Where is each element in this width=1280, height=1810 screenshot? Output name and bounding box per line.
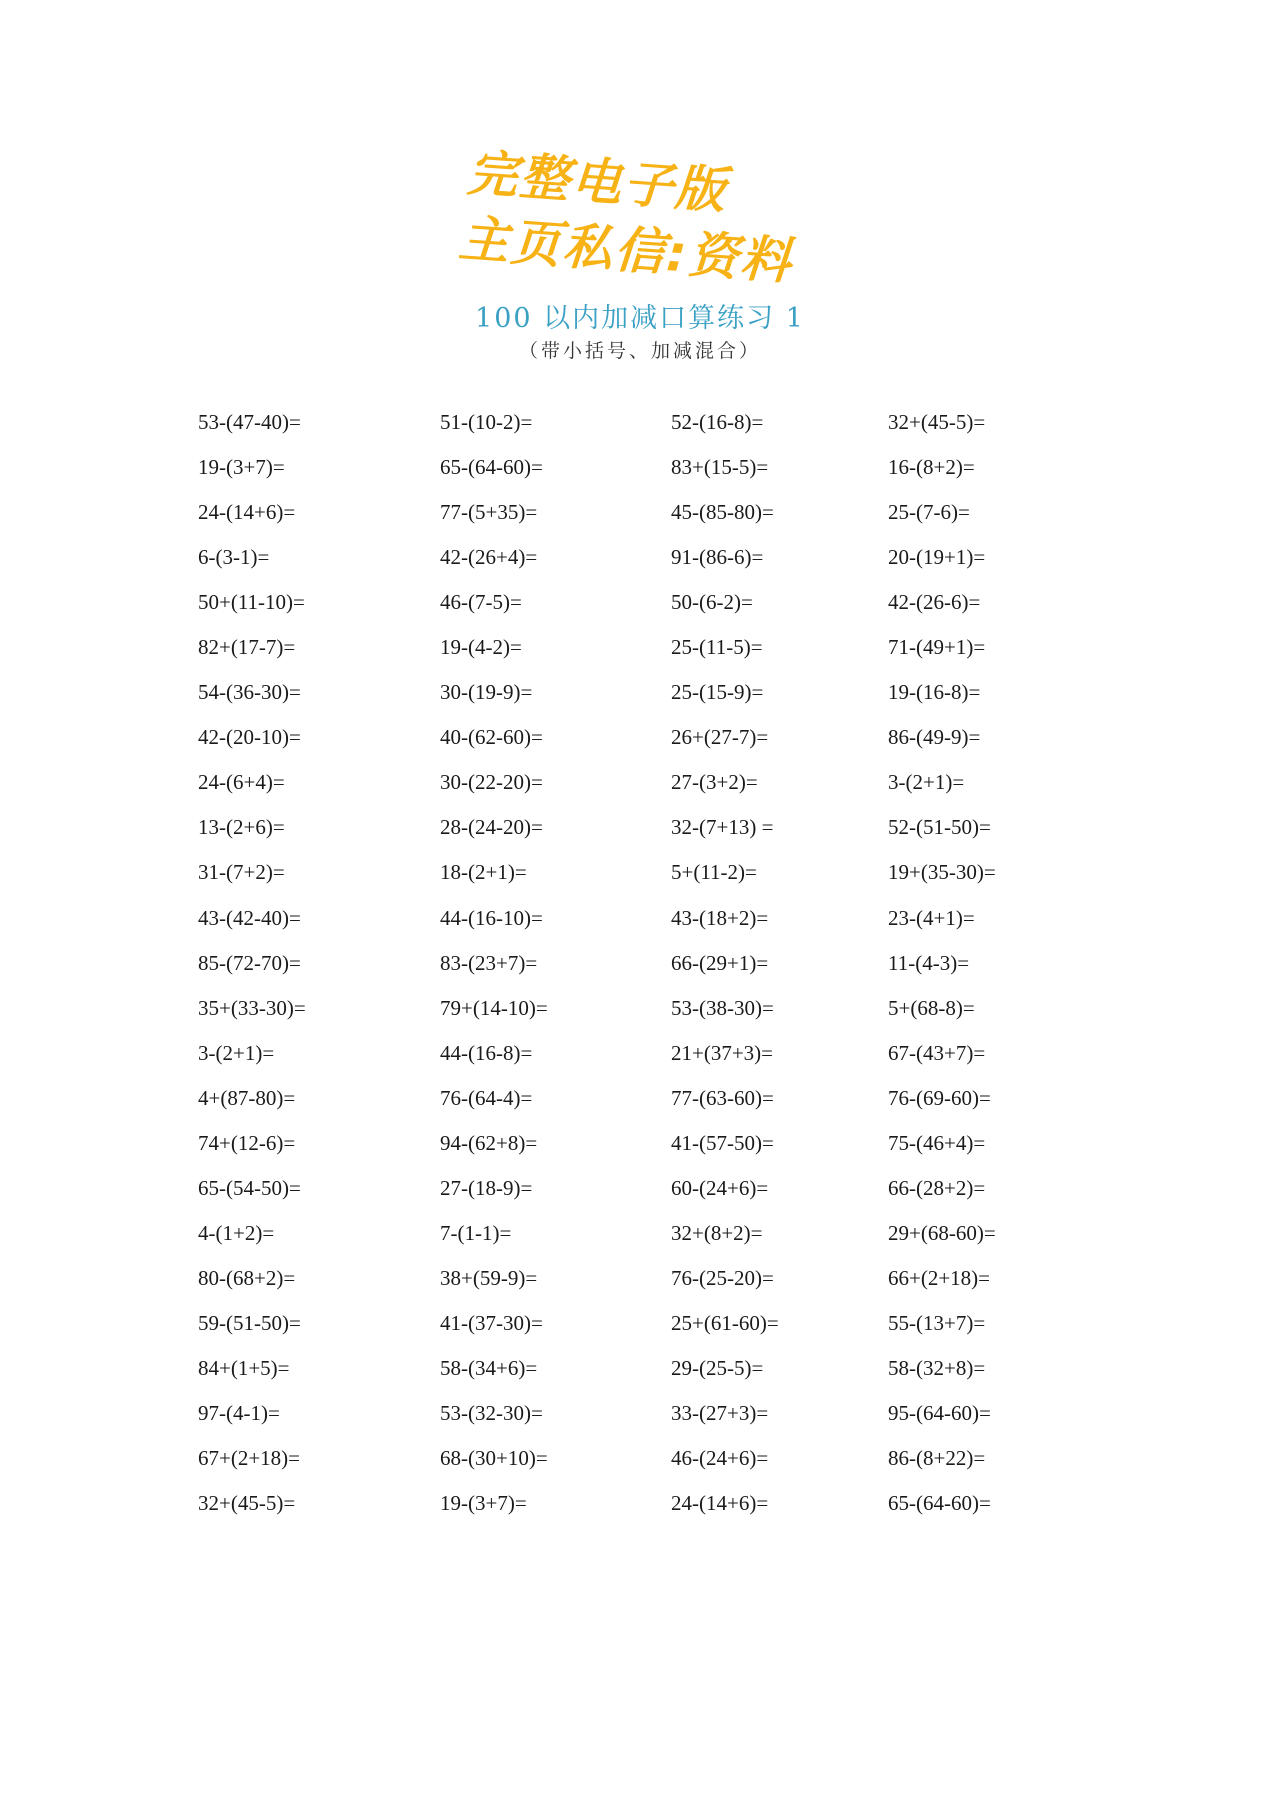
- problem-item: 24-(14+6)=: [671, 1491, 769, 1516]
- problem-item: 35+(33-30)=: [198, 995, 306, 1020]
- problem-item: 20-(19+1)=: [888, 545, 986, 570]
- problem-item: 84+(1+5)=: [198, 1355, 290, 1380]
- problem-row: [0, 625, 1280, 670]
- problem-item: 41-(37-30)=: [440, 1310, 543, 1335]
- problem-item: 19-(4-2)=: [440, 635, 522, 660]
- problem-item: 67-(43+7)=: [888, 1040, 986, 1065]
- problem-row: [0, 1211, 1280, 1256]
- problem-row: [0, 760, 1280, 805]
- problem-row: [0, 490, 1280, 535]
- problem-item: 58-(34+6)=: [440, 1355, 538, 1380]
- problem-item: 18-(2+1)=: [440, 860, 527, 885]
- problem-item: 42-(20-10)=: [198, 725, 301, 750]
- problem-item: 65-(54-50)=: [198, 1175, 301, 1200]
- problem-item: 44-(16-8)=: [440, 1040, 533, 1065]
- problem-item: 44-(16-10)=: [440, 905, 543, 930]
- problem-item: 52-(51-50)=: [888, 815, 991, 840]
- problem-item: 27-(18-9)=: [440, 1175, 533, 1200]
- problem-item: 29+(68-60)=: [888, 1220, 996, 1245]
- problem-row: [0, 1481, 1280, 1526]
- problem-item: 45-(85-80)=: [671, 500, 774, 525]
- problem-grid: [0, 400, 1280, 1526]
- problem-row: [0, 580, 1280, 625]
- problem-item: 68-(30+10)=: [440, 1446, 548, 1471]
- promo-line-2: 主页私信:资料: [457, 209, 795, 291]
- promo-banner: [457, 140, 849, 298]
- problem-row: [0, 1121, 1280, 1166]
- problem-item: 86-(49-9)=: [888, 725, 981, 750]
- problem-row: [0, 445, 1280, 490]
- problem-item: 32+(45-5)=: [198, 1491, 296, 1516]
- problem-item: 11-(4-3)=: [888, 950, 970, 975]
- problem-item: 43-(18+2)=: [671, 905, 769, 930]
- problem-item: 19-(3+7)=: [440, 1491, 527, 1516]
- problem-item: 77-(5+35)=: [440, 500, 538, 525]
- problem-row: [0, 805, 1280, 850]
- problem-item: 5+(11-2)=: [671, 860, 757, 885]
- problem-item: 76-(25-20)=: [671, 1265, 774, 1290]
- problem-item: 42-(26+4)=: [440, 545, 538, 570]
- problem-item: 86-(8+22)=: [888, 1446, 986, 1471]
- problem-item: 30-(22-20)=: [440, 770, 543, 795]
- problem-item: 79+(14-10)=: [440, 995, 548, 1020]
- problem-item: 50-(6-2)=: [671, 590, 753, 615]
- problem-row: [0, 1256, 1280, 1301]
- problem-row: [0, 535, 1280, 580]
- problem-item: 53-(38-30)=: [671, 995, 774, 1020]
- problem-item: 85-(72-70)=: [198, 950, 301, 975]
- problem-item: 59-(51-50)=: [198, 1310, 301, 1335]
- problem-row: [0, 941, 1280, 986]
- problem-item: 65-(64-60)=: [888, 1491, 991, 1516]
- problem-row: [0, 986, 1280, 1031]
- problem-item: 46-(24+6)=: [671, 1446, 769, 1471]
- problem-row: [0, 1436, 1280, 1481]
- problem-item: 33-(27+3)=: [671, 1401, 769, 1426]
- problem-item: 80-(68+2)=: [198, 1265, 296, 1290]
- problem-item: 51-(10-2)=: [440, 410, 533, 434]
- problem-item: 19-(16-8)=: [888, 680, 981, 705]
- problem-item: 43-(42-40)=: [198, 905, 301, 930]
- problem-item: 67+(2+18)=: [198, 1446, 301, 1471]
- problem-item: 25+(61-60)=: [671, 1310, 779, 1335]
- problem-item: 19+(35-30)=: [888, 860, 996, 885]
- problem-item: 30-(19-9)=: [440, 680, 533, 705]
- problem-item: 38+(59-9)=: [440, 1265, 538, 1290]
- problem-item: 25-(15-9)=: [671, 680, 764, 705]
- problem-item: 66+(2+18)=: [888, 1265, 991, 1290]
- problem-item: 24-(14+6)=: [198, 500, 296, 525]
- problem-item: 55-(13+7)=: [888, 1310, 986, 1335]
- problem-item: 7-(1-1)=: [440, 1220, 512, 1245]
- problem-item: 60-(24+6)=: [671, 1175, 769, 1200]
- problem-item: 31-(7+2)=: [198, 860, 285, 885]
- problem-item: 6-(3-1)=: [198, 545, 270, 570]
- problem-item: 66-(28+2)=: [888, 1175, 986, 1200]
- problem-item: 24-(6+4)=: [198, 770, 285, 795]
- problem-item: 77-(63-60)=: [671, 1085, 774, 1110]
- problem-item: 19-(3+7)=: [198, 455, 285, 480]
- problem-row: [0, 400, 1280, 445]
- problem-row: [0, 1166, 1280, 1211]
- problem-item: 26+(27-7)=: [671, 725, 769, 750]
- problem-item: 32+(45-5)=: [888, 410, 986, 434]
- problem-item: 97-(4-1)=: [198, 1401, 280, 1426]
- problem-item: 91-(86-6)=: [671, 545, 764, 570]
- problem-item: 83+(15-5)=: [671, 455, 769, 480]
- problem-item: 95-(64-60)=: [888, 1401, 991, 1426]
- problem-item: 16-(8+2)=: [888, 455, 975, 480]
- problem-item: 25-(11-5)=: [671, 635, 763, 660]
- problem-item: 66-(29+1)=: [671, 950, 769, 975]
- problem-item: 25-(7-6)=: [888, 500, 970, 525]
- page-subtitle: （带小括号、加减混合）: [518, 340, 761, 362]
- problem-item: 52-(16-8)=: [671, 410, 764, 434]
- problem-item: 27-(3+2)=: [671, 770, 758, 795]
- problem-item: 21+(37+3)=: [671, 1040, 774, 1065]
- problem-item: 74+(12-6)=: [198, 1130, 296, 1155]
- problem-row: [0, 1301, 1280, 1346]
- problem-item: 50+(11-10)=: [198, 590, 305, 615]
- problem-row: [0, 896, 1280, 941]
- problem-row: [0, 1346, 1280, 1391]
- problem-item: 4-(1+2)=: [198, 1220, 275, 1245]
- problem-item: 4+(87-80)=: [198, 1085, 296, 1110]
- problem-item: 42-(26-6)=: [888, 590, 981, 615]
- problem-row: [0, 1076, 1280, 1121]
- problem-item: 32+(8+2)=: [671, 1220, 763, 1245]
- problem-item: 53-(47-40)=: [198, 410, 301, 434]
- problem-item: 65-(64-60)=: [440, 455, 543, 480]
- page-title: 100 以内加减口算练习 1: [475, 303, 805, 334]
- problem-item: 13-(2+6)=: [198, 815, 285, 840]
- problem-item: 83-(23+7)=: [440, 950, 538, 975]
- problem-item: 76-(64-4)=: [440, 1085, 533, 1110]
- problem-row: [0, 715, 1280, 760]
- problem-item: 82+(17-7)=: [198, 635, 296, 660]
- problem-item: 28-(24-20)=: [440, 815, 543, 840]
- problem-item: 41-(57-50)=: [671, 1130, 774, 1155]
- problem-row: [0, 1031, 1280, 1076]
- problem-item: 58-(32+8)=: [888, 1355, 986, 1380]
- problem-item: 46-(7-5)=: [440, 590, 522, 615]
- problem-item: 3-(2+1)=: [198, 1040, 275, 1065]
- problem-row: [0, 1391, 1280, 1436]
- problem-item: 71-(49+1)=: [888, 635, 986, 660]
- problem-row: [0, 850, 1280, 895]
- problem-item: 53-(32-30)=: [440, 1401, 543, 1426]
- problem-item: 29-(25-5)=: [671, 1355, 764, 1380]
- problem-item: 94-(62+8)=: [440, 1130, 538, 1155]
- problem-item: 76-(69-60)=: [888, 1085, 991, 1110]
- problem-item: 3-(2+1)=: [888, 770, 965, 795]
- problem-item: 5+(68-8)=: [888, 995, 975, 1020]
- problem-item: 23-(4+1)=: [888, 905, 975, 930]
- problem-row: [0, 670, 1280, 715]
- problem-item: 75-(46+4)=: [888, 1130, 986, 1155]
- promo-line-1: 完整电子版: [465, 143, 730, 220]
- problem-item: 40-(62-60)=: [440, 725, 543, 750]
- problem-item: 32-(7+13) =: [671, 815, 774, 840]
- problem-item: 54-(36-30)=: [198, 680, 301, 705]
